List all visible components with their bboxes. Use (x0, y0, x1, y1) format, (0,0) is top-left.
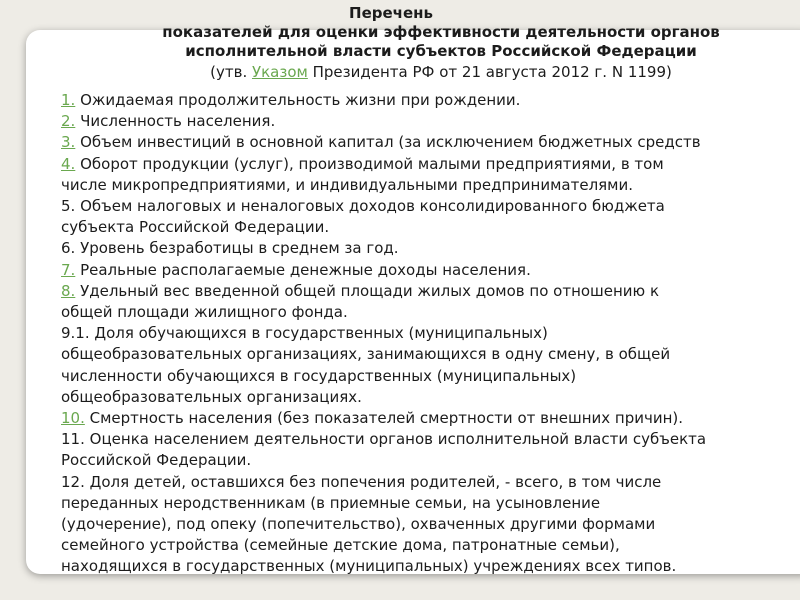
item-number-link[interactable]: 7. (61, 260, 76, 279)
list-item-line (61, 217, 800, 238)
list-item-line (61, 344, 800, 365)
list-item (61, 429, 800, 471)
item-number: 6. (61, 239, 76, 258)
list-item-line (61, 408, 800, 429)
list-item (61, 196, 800, 238)
list-item-line (61, 302, 800, 323)
item-text: Объем инвестиций в основной капитал (за исключением бюджетных средств (80, 133, 701, 152)
list-item-line (61, 493, 800, 514)
list-item-line (61, 260, 800, 281)
title-line-3: исполнительной власти субъектов Российской Федерации (185, 42, 697, 60)
item-number: 12. (61, 472, 85, 491)
item-number-link[interactable]: 3. (61, 133, 76, 152)
item-number: 11. (61, 430, 85, 449)
list-item-line (61, 111, 800, 132)
list-item-line (61, 238, 800, 259)
item-text: Ожидаемая продолжительность жизни при рождении. (80, 91, 521, 109)
item-number-link[interactable]: 1. (61, 91, 76, 109)
list-item-line (61, 514, 800, 535)
list-item-line (61, 366, 800, 387)
item-text: общеобразовательных организациях, занимающихся в одну смену, в общей (61, 345, 671, 364)
item-text: переданных неродственникам (в приемные семьи, на усыновление (61, 493, 601, 512)
list-item (61, 154, 800, 196)
item-number-link[interactable]: 4. (61, 154, 76, 173)
item-number: 9.1. (61, 324, 90, 343)
list-item-line (61, 472, 800, 493)
list-item (61, 238, 800, 259)
item-text: Смертность населения (без показателей смертности от внешних причин). (89, 409, 684, 428)
item-text: Доля обучающихся в государственных (муниципальных) (94, 324, 548, 343)
decree-link[interactable]: Указом (251, 63, 308, 81)
list-item (61, 281, 800, 323)
list-item (61, 90, 800, 111)
item-text: общей площади жилищного фонда. (61, 303, 348, 322)
title-line-1: Перечень (349, 4, 433, 22)
list-item (61, 323, 800, 408)
item-text: числе микропредприятиями, и индивидуальными предпринимателями. (61, 175, 634, 194)
list-item-line (61, 450, 800, 471)
item-text: Оценка населением деятельности органов исполнительной власти субъекта (89, 430, 707, 449)
item-number-link[interactable]: 2. (61, 112, 76, 131)
item-text: численности обучающихся в государственных (муниципальных) (61, 366, 577, 385)
list-item (61, 408, 800, 429)
item-text: Удельный вес введенной общей площади жилых домов по отношению к (80, 281, 660, 300)
indicator-list (61, 90, 800, 578)
list-item-line (61, 154, 800, 175)
title-line-2: показателей для оценки эффективности деятельности органов (162, 23, 720, 41)
subtitle (82, 63, 800, 82)
list-item-line (61, 535, 800, 556)
item-text: Оборот продукции (услуг), производимой малыми предприятиями, в том (80, 154, 664, 173)
list-item (61, 132, 800, 153)
list-item (61, 472, 800, 578)
item-text: Российской Федерации. (61, 451, 252, 470)
item-text: находящихся в государственных (муниципальных) учреждениях всех типов. (61, 557, 677, 576)
subtitle-suffix: Президента РФ от 21 августа 2012 г. N 1199) (307, 63, 672, 81)
item-text: Уровень безработицы в среднем за год. (80, 239, 399, 258)
item-text: семейного устройства (семейные детские дома, патронатные семьи), (61, 536, 620, 555)
item-text: субъекта Российской Федерации. (61, 218, 330, 237)
list-item-line (61, 556, 800, 577)
item-number: 5. (61, 197, 76, 216)
item-text: Численность населения. (80, 112, 276, 131)
item-number-link[interactable]: 10. (61, 409, 85, 428)
list-item (61, 260, 800, 281)
item-text: (удочерение), под опеку (попечительство), охваченных другими формами (61, 515, 656, 534)
list-item-line (61, 323, 800, 344)
list-item-line (61, 90, 800, 111)
item-number-link[interactable]: 8. (61, 281, 76, 300)
list-item-line (61, 196, 800, 217)
document-heading (0, 0, 800, 82)
item-text: Доля детей, оставшихся без попечения родителей, - всего, в том числе (89, 472, 662, 491)
item-text: Реальные располагаемые денежные доходы населения. (80, 260, 531, 279)
list-item-line (61, 132, 800, 153)
item-text: общеобразовательных организациях. (61, 387, 362, 406)
list-item-line (61, 387, 800, 408)
list-item-line (61, 429, 800, 450)
list-item (61, 111, 800, 132)
subtitle-prefix: (утв. (210, 63, 252, 81)
list-item-line (61, 175, 800, 196)
list-item-line (61, 281, 800, 302)
item-text: Объем налоговых и неналоговых доходов консолидированного бюджета (80, 197, 665, 216)
